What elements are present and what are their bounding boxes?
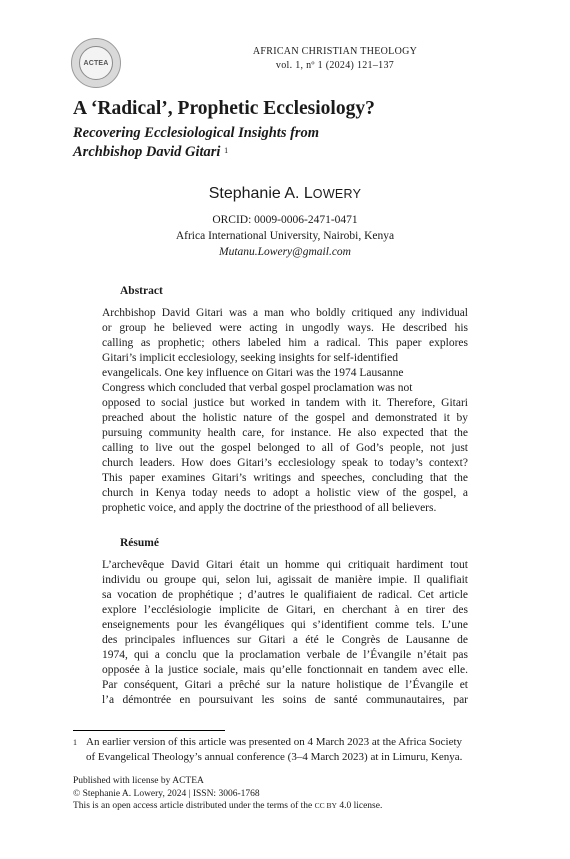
title-footnote-mark: 1 <box>224 146 229 155</box>
journal-issue: vol. 1, nº 1 (2024) 121–137 <box>275 60 395 71</box>
logo-seal <box>79 46 113 80</box>
resume-heading: Résumé <box>120 537 159 549</box>
footnote-number: 1 <box>73 738 77 747</box>
abstract-body <box>102 306 468 516</box>
subtitle-line-2 <box>73 143 319 162</box>
author-family: OWERY <box>312 187 362 201</box>
abstract-line: calling as prophetic; others labeled him a radical. This paper explores <box>102 337 468 349</box>
abstract-heading: Abstract <box>120 285 163 297</box>
resume-line: individu ou groupe qui, selon lui, agissait de manière impie. Il qualifiait <box>102 574 468 586</box>
abstract-line: church leaders. How does Gitari’s ecclesiology speak to today’s context? <box>102 457 468 469</box>
author-given: Stephanie A. L <box>208 185 313 202</box>
author-affiliation: Africa International University, Nairobi, Kenya <box>175 230 395 242</box>
access-post: 4.0 license. <box>336 801 383 811</box>
publication-copyright: © Stephanie A. Lowery, 2024 | ISSN: 3006-1768 <box>73 788 260 799</box>
resume-line: enseignements pour les évangéliques qui s’identifient comme tels. L’une <box>102 619 468 631</box>
publication-license: Published with license by ACTEA <box>73 776 204 786</box>
abstract-line: This paper examines Gitari’s writings and speeches, concluding that the <box>102 472 468 484</box>
abstract-line: calling to live out the gospel belonged to all of God’s people, not just <box>102 442 468 454</box>
abstract-line: preached about the holistic nature of the gospel and demonstrated it by <box>102 412 468 424</box>
abstract-line: church in Kenya today needs to adopt a holistic view of the gospel, a <box>102 487 468 499</box>
article-subtitle <box>73 124 319 162</box>
abstract-line: Congress which concluded that verbal gospel proclamation was not <box>102 382 413 394</box>
abstract-line: pursuing community health care, for instance. He also expected that the <box>102 427 468 439</box>
resume-line: des principales influences sur Gitari a été le Congrès de Lausanne de <box>102 634 468 646</box>
resume-line: L’archevêque David Gitari était un homme qui critiquait hardiment tout <box>102 559 468 571</box>
article-title: A ‘Radical’, Prophetic Ecclesiology? <box>73 98 375 119</box>
resume-line: sa vocation de prophétique ; d’autres le qualifiaient de radical. Cet article <box>102 589 468 601</box>
subtitle-line-2-text: Archbishop David Gitari <box>73 144 221 160</box>
resume-line: 1974, qui a conclu que la proclamation verbale de l’Évangile n’était pas <box>102 649 468 661</box>
footnote <box>73 735 503 765</box>
resume-body <box>102 558 468 708</box>
logo-text: ACTEA <box>83 59 109 67</box>
access-license: CC BY <box>314 801 337 810</box>
footnote-rule <box>73 730 225 731</box>
resume-line: explore l’ecclésiologie implicite de Gitari, en cherchant à en tirer des <box>102 604 468 616</box>
author-name <box>140 185 430 203</box>
footnote-line-1: An earlier version of this article was presented on 4 March 2023 at the Africa Society <box>86 736 463 748</box>
resume-line: Par conséquent, Gitari a prêché sur la nature holistique de l’Évangile et <box>102 679 468 691</box>
actea-logo <box>71 38 121 88</box>
abstract-line: evangelicals. One key influence on Gitari was the 1974 Lausanne <box>102 367 404 379</box>
resume-line: l’a démontrée en poursuivant les soins de santé communautaires, par <box>102 694 468 706</box>
resume-line: opposée à la justice sociale, mais qu’elle fonctionnait en tandem avec elle. <box>102 664 468 676</box>
abstract-line: Archbishop David Gitari was a man who boldly critiqued any individual <box>102 307 468 319</box>
access-pre: This is an open access article distributed under the terms of the <box>73 801 315 811</box>
author-orcid: ORCID: 0009-0006-2471-0471 <box>212 214 358 226</box>
abstract-line: or group he believed were acting in ungodly ways. He described his <box>102 322 468 334</box>
publication-access <box>73 800 382 813</box>
abstract-line: Gitari’s implicit ecclesiology, seeking insights for self-identified <box>102 352 398 364</box>
author-email: Mutanu.Lowery@gmail.com <box>219 246 351 258</box>
abstract-line: prophetic voice, and apply the doctrine of the priesthood of all believers. <box>102 502 437 514</box>
abstract-line: opposed to social justice but worked in tandem with it. Therefore, Gitari <box>102 397 468 409</box>
subtitle-line-1: Recovering Ecclesiological Insights from <box>73 125 320 141</box>
footnote-line-2: of Evangelical Theology’s annual conference (3–4 March 2023) at in Limuru, Kenya. <box>86 751 463 763</box>
publication-info <box>73 775 382 813</box>
journal-name: AFRICAN CHRISTIAN THEOLOGY <box>252 46 418 57</box>
